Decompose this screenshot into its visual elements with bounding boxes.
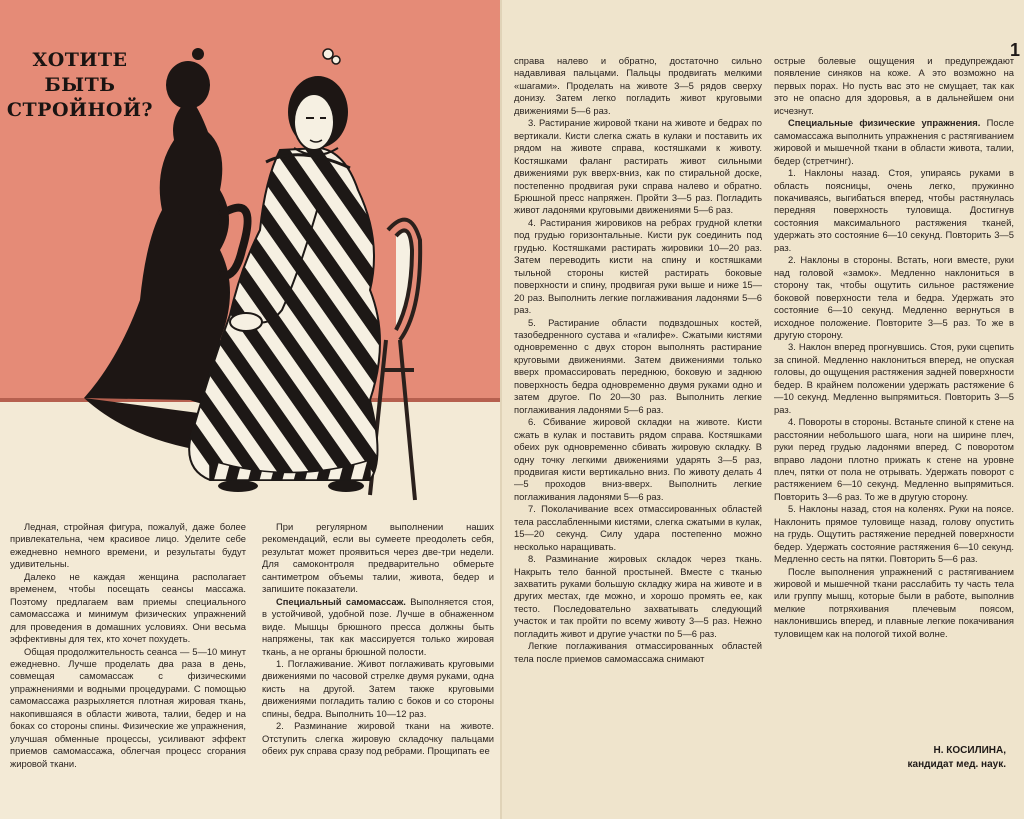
head bbox=[288, 49, 348, 155]
paragraph: 4. Растирания жировиков на ребрах грудной клетки под грудью горизонтальные. Кисти рук соединить под грудью. Костяшками растирать жировики 10—20 раз. Затем переводить кисти на спину и костяшками тыльной стороны кистей растирать боковые поверхности и спину, продвигая руки выше и ниже 15—20 раз. Выполнить легкие поглаживания ладонями 5—6 раз. bbox=[514, 216, 762, 316]
paragraph-text: После самомассажа выполнить упражнения с растягиванием жировой и мышечной ткани в области живота, талии, бедер (стретчинг). bbox=[774, 117, 1014, 166]
paragraph: При регулярном выполнении наших рекомендаций, если вы сумеете преодолеть себя, результат может проявиться через две-три недели. Для самоконтроля предварительно обмерьте сантиметром объемы талии, живота, бедер и запишите показатели. bbox=[262, 521, 494, 595]
paragraph: 3. Растирание жировой ткани на животе и бедрах по вертикали. Кисти слегка сжать в кулаки и поставить их рядом на животе справа, костяшками к животу. Костяшками фаланг растирать живот сильными движениями рук вверх-вниз, как по стиральной доске, постепенно продвигая руки справа налево и обратно. Брюшной пресс напряжен. Пройти 3—5 раз. Погладить живот ладонями круговыми движениями 5—6 раз. bbox=[514, 117, 762, 216]
paragraph bbox=[774, 117, 1014, 167]
paragraph: 5. Наклоны назад, стоя на коленях. Руки на поясе. Наклонить прямое туловище назад, голову опустить на грудь. Ощутить растяжение передней поверхности бедер. Удержать состояние растяжения 6—10 секунд. Медленно сесть на пятки. Повторить 5—6 раз. bbox=[774, 503, 1014, 565]
author-title: кандидат мед. наук. bbox=[907, 759, 1006, 770]
article-column-3 bbox=[514, 55, 762, 665]
article-column-1 bbox=[10, 521, 246, 770]
woman-on-chair-illustration bbox=[70, 40, 470, 510]
shoe bbox=[328, 480, 364, 492]
headline-line-2: БЫТЬ bbox=[44, 74, 116, 96]
shoe bbox=[218, 480, 258, 492]
left-clipping bbox=[0, 0, 500, 819]
paragraph: Ледная, стройная фигура, пожалуй, даже более привлекательна, чем красивое лицо. Уделите себе ежедневно немного времени, и результаты будут удивительны. bbox=[10, 521, 246, 570]
article-column-4 bbox=[774, 55, 1014, 640]
paragraph: Далеко не каждая женщина располагает временем, чтобы посещать сеансы массажа. Поэтому предлагаем вам приемы специального самомассажа и минимум физических упражнений для проведения в домашних условиях. Они весьма эффективны для тех, кто хочет похудеть. bbox=[10, 570, 246, 645]
paragraph: 4. Повороты в стороны. Встаньте спиной к стене на расстоянии небольшого шага, ноги на ширине плеч, руки перед грудью ладонями вперед. С поворотом вправо ладони плотно прижать к стене на уровне плеч, пятки от пола не отрывать. Удержать поворот с растяжением 6—10 секунд. Медленно выпрямиться. Повторить 3—6 раз. То же в другую сторону. bbox=[774, 416, 1014, 502]
paragraph: острые болевые ощущения и предупреждают появление синяков на коже. А это возможно на первых порах. Но пусть вас это не смущает, так как это не опасно для здоровья, а в дальнейшем они исчезнут. bbox=[774, 55, 1014, 116]
paragraph-text: Выполняется стоя, в устойчивой, удобной позе. Лучше в обнаженном виде. Мышцы брюшного пресса должны быть напряжены, так как массируется только жировая ткань, а не органы брюшной полости. bbox=[262, 595, 495, 657]
paragraph: 7. Поколачивание всех отмассированных областей тела расслабленными кистями, слегка сжатыми в кулак, 15—20 секунд. Силу удара постепенно можно несколько наращивать. bbox=[514, 503, 762, 552]
headline-line-3: СТРОЙНОЙ? bbox=[6, 99, 154, 121]
page-number: 1 bbox=[1009, 40, 1020, 60]
paragraph: После выполнения упражнений с растягиванием жировой и мышечной ткани расслабить ту часть тела или группу мышц, которые были в работе, выполнив мелкие потряхивания плечевым поясом, наклонившись вперед, и плавные легкие покачивания туловищем как на пологой тихой волне. bbox=[774, 565, 1014, 639]
paragraph: 5. Растирание области подвздошных костей, тазобедренного сустава и «галифе». Сжатыми кистями одновременно с двух сторон выполнять растирание круговыми движениями. Затем движениями только вверх промассировать переднюю, боковую и заднюю поверхность бедра одновременно двумя руками одно и затем другое. По 20—30 раз. Выполнить легкие поглаживания ладонями 5—6 раз. bbox=[514, 316, 762, 415]
author-signature bbox=[908, 744, 1007, 772]
article-column-2 bbox=[262, 521, 494, 758]
paragraph: 2. Наклоны в стороны. Встать, ноги вместе, руки над головой «замок». Медленно наклониться в сторону так, чтобы ощутить сильное растяжение боковой поверхности тела и бедра. Удержать это состояние 6—10 секунд. Медленно вернуться в исходное положение. Повторите 3—5 раз. То же в другую сторону. bbox=[774, 254, 1014, 340]
headline-line-1: ХОТИТЕ bbox=[32, 49, 128, 71]
paragraph: 1. Наклоны назад. Стоя, упираясь руками в область поясницы, очень легко, пружинно покачиваясь, выгибаться вперед, чтобы растянулась передняя поверхность туловища. Достигнув состояния максимального растяжения тканей, удержать это состояние 6—10 секунд. Повторить 3—5 раз. bbox=[774, 167, 1014, 253]
section-heading-self-massage: Специальный самомассаж. bbox=[276, 595, 406, 607]
right-clipping bbox=[500, 0, 1024, 819]
paragraph: 1. Поглаживание. Живот поглаживать круговыми движениями по часовой стрелке двумя руками, одна кисть на другой. Затем также круговыми движениями погладить талию с боков и со стороны спины, бедра. Выполнить 10—12 раз. bbox=[262, 657, 494, 719]
author-name: Н. КОСИЛИНА, bbox=[933, 745, 1006, 756]
paragraph: Общая продолжительность сеанса — 5—10 минут ежедневно. Лучше проделать два раза в день, совмещая самомассаж с физическими упражнениями и водными процедурами. С помощью самомассажа разрыхляется плотная жировая ткань, накопившаяся в области живота, талии, бедер и на боках со стороны спины. Физические же упражнения, улучшая обменные процессы, усиливают эффект приемов самомассажа, облегчая процесс сгорания жировой ткани. bbox=[10, 645, 246, 769]
paragraph: Легкие поглаживания отмассированных областей тела после приемов самомассажа снимают bbox=[514, 640, 762, 664]
section-heading-exercises: Специальные физические упражнения. bbox=[788, 117, 981, 129]
paragraph: 8. Разминание жировых складок через ткань. Накрыть тело банной простыней. Вместе с тканью захватить руками большую складку жира на животе и в других местах, где можно, и хорошо промять ее, как тесто. Последовательно захватывать следующий участок и так пройти по всему животу 3—5 раз. Нежно погладить живот и другие участки по 5—6 раз. bbox=[514, 553, 762, 639]
paragraph: 2. Разминание жировой ткани на животе. Отступить слегка жировую складочку пальцами обеих рук справа сразу под ребрами. Прощипать ее bbox=[262, 720, 494, 757]
paragraph: 3. Наклон вперед прогнувшись. Стоя, руки сцепить за спиной. Медленно наклониться вперед, не опуская головы, до ощущения растяжения задней поверхности бедер. В крайнем положении удержать растяжение 6—10 секунд. Медленно выпрямиться. Повторить 3—5 раз. bbox=[774, 341, 1014, 415]
paragraph: 6. Сбивание жировой складки на животе. Кисти сжать в кулак и поставить рядом справа. Костяшками обеих рук одновременно сбивать жировую складку. В одну точку легкими движениями ударять 3—5 раз, продвигая кисти вертикально вниз. По животу делать 4—5 проходов вниз-вверх. Выполнить легкие поглаживания ладонями 5—6 раз. bbox=[514, 416, 762, 502]
paragraph: справа налево и обратно, достаточно сильно надавливая пальцами. Пальцы продвигать мелкими «шагами». Проделать на животе 3—5 рядов сверху донизу. Затем легко погладить живот круговыми движениями 5—6 раз. bbox=[514, 55, 762, 116]
paragraph bbox=[262, 596, 494, 658]
